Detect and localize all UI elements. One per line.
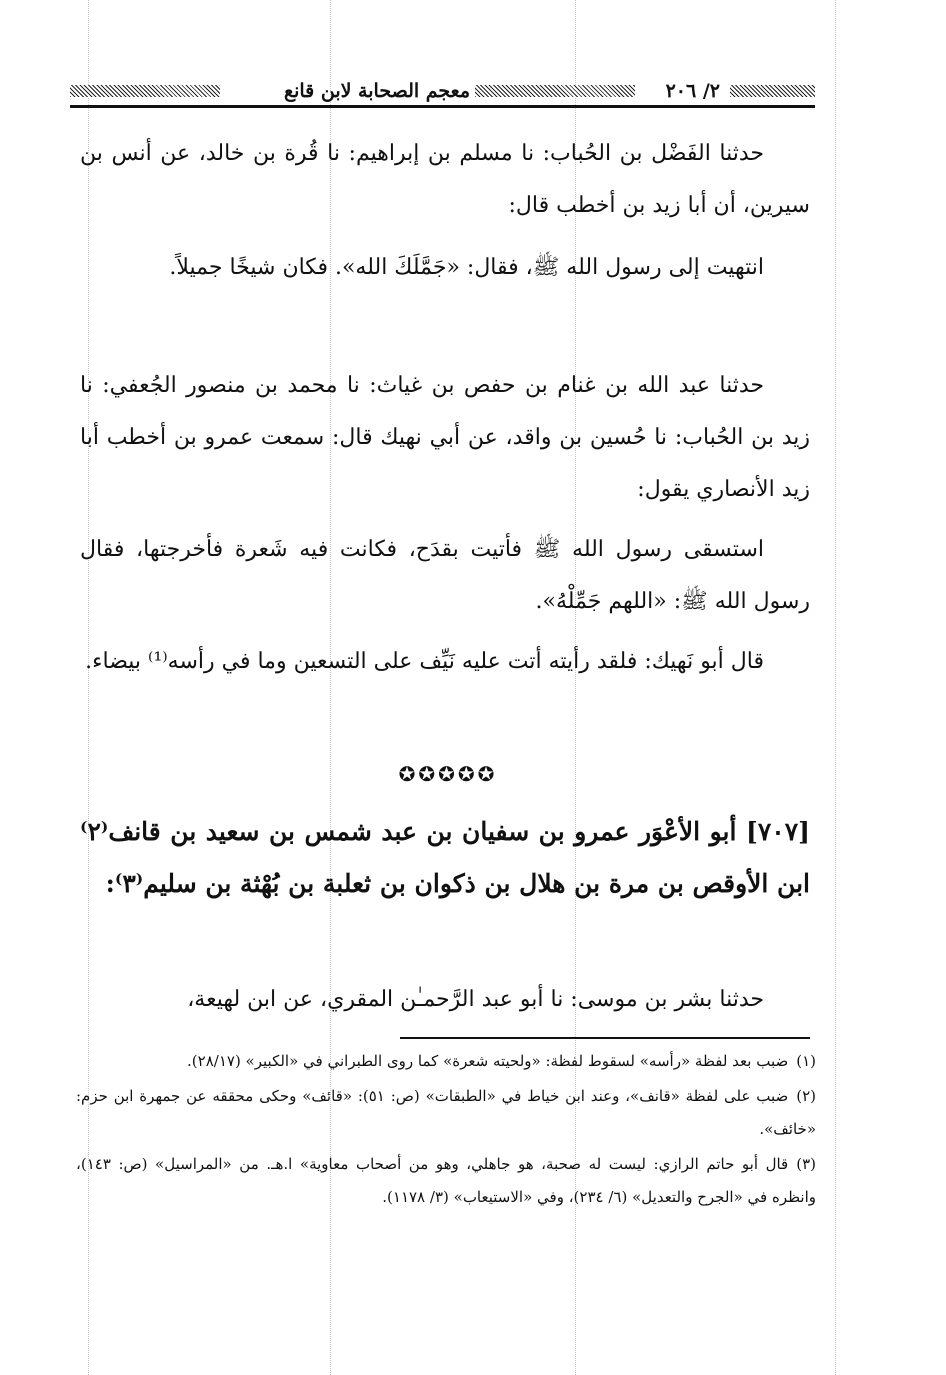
footnote-text: ضبب على لفظة «قانف»، وعند ابن خياط في «الطبقات» (ص: ٥١): «قائف» وحكى محققه عن جمهرة ابن حزم: «خائف». [76, 1087, 816, 1138]
hadith-comment: قال أبو نَهيك: فلقد رأيته أتت عليه نَيِّف على التسعين وما في رأسه⁽¹⁾ بيضاء. [85, 649, 764, 674]
paragraph-2 [80, 242, 810, 294]
footnote-text: ضبب بعد لفظة «رأسه» لسقوط لفظة: «ولحيته شعرة» كما روى الطبراني في «الكبير» (٢٨/١٧). [187, 1052, 789, 1070]
footnote-text: قال أبو حاتم الرازي: ليست له صحبة، هو جاهلي، وهو من أصحاب معاوية» ا.هـ. من «المراسيل» (ص: ١٤٣)، وانظره في «الجرح والتعديل» (٦/ ٢٣٤)، وفي «الاستيعاب» (٣/ ١١٧٨). [76, 1155, 816, 1206]
entry-number: [٧٠٧] [746, 817, 810, 846]
book-title: معجم الصحابة لابن قانع [283, 80, 470, 102]
footnote-rule [400, 1037, 810, 1039]
header-ornament [70, 85, 220, 97]
hadith-isnad-3: حدثنا بشر بن موسى: نا أبو عبد الرَّحمـٰن المقري، عن ابن لهيعة، [187, 987, 764, 1012]
header-ornament [730, 85, 815, 97]
header-ornament [475, 85, 635, 97]
footnote-mark: (٣) [796, 1155, 816, 1173]
paragraph-5 [80, 636, 810, 688]
paragraph-4 [80, 524, 810, 628]
footnote-mark: (٢) [796, 1087, 816, 1105]
footnote-2 [76, 1080, 816, 1146]
paragraph-6 [80, 974, 810, 1026]
paragraph-1 [80, 128, 810, 232]
paragraph-3 [80, 360, 810, 516]
entry-title: أبو الأعْوَر عمرو بن سفيان بن عبد شمس بن سعيد بن قانف⁽٢⁾ ابن الأوقص بن مرة بن هلال بن ذكوان بن ثعلبة بن بُهْثة بن سليم⁽٣⁾: [80, 817, 810, 898]
entry-heading [80, 806, 810, 910]
footnote-mark: (١) [796, 1052, 816, 1070]
header-rule [70, 105, 815, 108]
hadith-isnad-1: حدثنا الفَضْل بن الحُباب: نا مسلم بن إبراهيم: نا قُرة بن خالد، عن أنس بن سيرين، أن أبا زيد بن أخطب قال: [80, 141, 810, 218]
footnote-1 [76, 1045, 816, 1078]
footnote-3 [76, 1148, 816, 1214]
page-number: ٢/ ٢٠٦ [665, 80, 720, 102]
section-separator: ✪✪✪✪✪ [398, 762, 498, 786]
scan-line [835, 0, 836, 1375]
running-header [70, 80, 815, 108]
hadith-isnad-2: حدثنا عبد الله بن غنام بن حفص بن غياث: نا محمد بن منصور الجُعفي: نا زيد بن الحُباب: نا حُسين بن واقد، عن أبي نهيك قال: سمعت عمرو بن أخطب أبا زيد الأنصاري يقول: [80, 373, 810, 502]
hadith-matn-2: استسقى رسول الله ﷺ فأتيت بقدَح، فكانت فيه شَعرة فأخرجتها، فقال رسول الله ﷺ: «اللهم جَمِّلْهُ». [80, 537, 810, 614]
hadith-matn-1: انتهيت إلى رسول الله ﷺ، فقال: «جَمَّلَكَ الله». فكان شيخًا جميلاً. [169, 255, 764, 280]
footnotes [76, 1045, 816, 1216]
